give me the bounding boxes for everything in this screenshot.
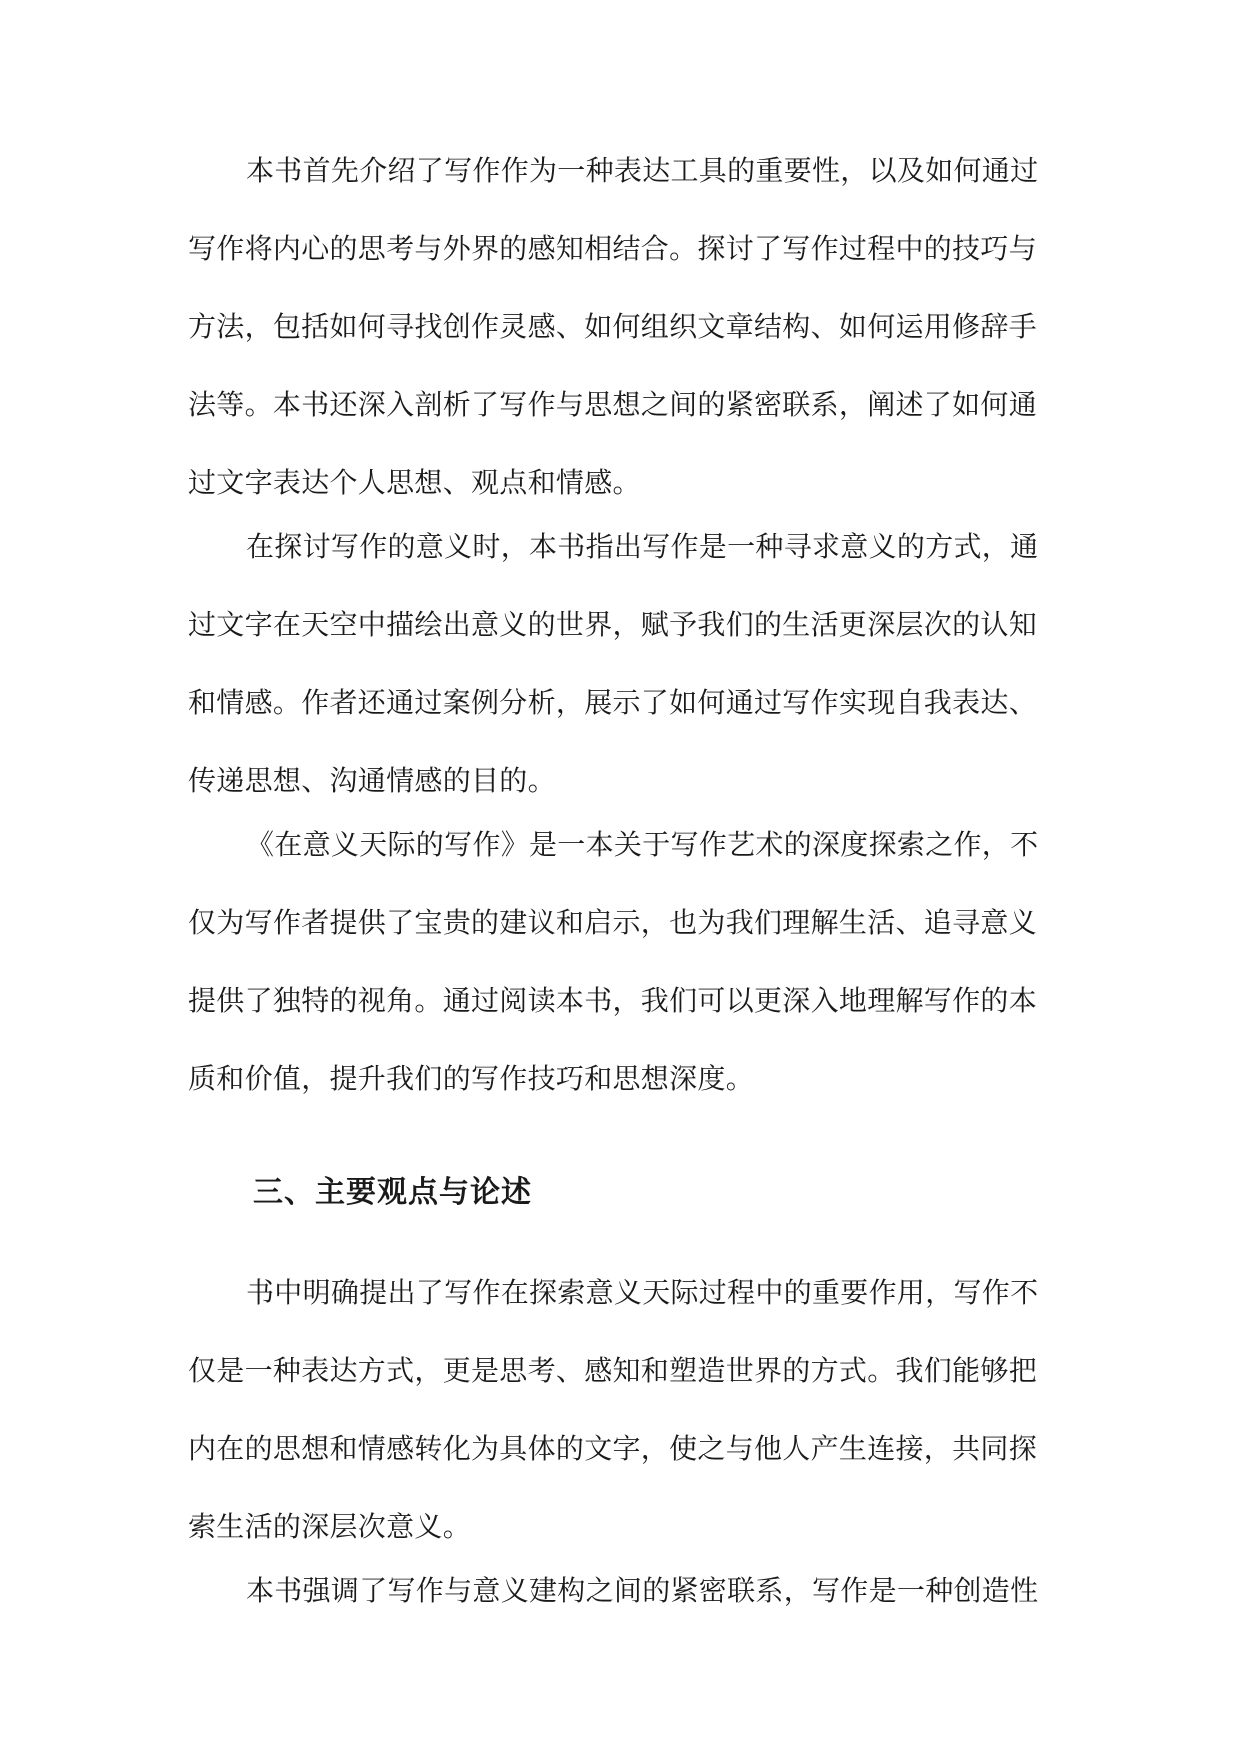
paragraph-line: 仅为写作者提供了宝贵的建议和启示，也为我们理解生活、追寻意义 bbox=[188, 906, 1038, 939]
paragraph-line: 《在意义天际的写作》是一本关于写作艺术的深度探索之作，不 bbox=[246, 828, 1039, 861]
paragraph-line: 质和价值，提升我们的写作技巧和思想深度。 bbox=[188, 1062, 755, 1095]
paragraph-line: 仅是一种表达方式，更是思考、感知和塑造世界的方式。我们能够把 bbox=[188, 1354, 1038, 1387]
paragraph-line: 过文字在天空中描绘出意义的世界，赋予我们的生活更深层次的认知 bbox=[188, 608, 1038, 641]
paragraph-line: 索生活的深层次意义。 bbox=[188, 1510, 472, 1543]
section-heading: 三、主要观点与论述 bbox=[253, 1175, 532, 1210]
paragraph-line: 本书首先介绍了写作作为一种表达工具的重要性，以及如何通过 bbox=[246, 154, 1039, 187]
paragraph-line: 方法，包括如何寻找创作灵感、如何组织文章结构、如何运用修辞手 bbox=[188, 310, 1038, 343]
paragraph-line: 法等。本书还深入剖析了写作与思想之间的紧密联系，阐述了如何通 bbox=[188, 388, 1038, 421]
paragraph-line: 书中明确提出了写作在探索意义天际过程中的重要作用，写作不 bbox=[246, 1276, 1039, 1309]
paragraph-line: 和情感。作者还通过案例分析，展示了如何通过写作实现自我表达、 bbox=[188, 686, 1038, 719]
paragraph-line: 提供了独特的视角。通过阅读本书，我们可以更深入地理解写作的本 bbox=[188, 984, 1038, 1017]
paragraph-line: 传递思想、沟通情感的目的。 bbox=[188, 764, 556, 797]
paragraph-line: 本书强调了写作与意义建构之间的紧密联系，写作是一种创造性 bbox=[246, 1574, 1039, 1607]
paragraph-line: 写作将内心的思考与外界的感知相结合。探讨了写作过程中的技巧与 bbox=[188, 232, 1038, 265]
paragraph-line: 在探讨写作的意义时，本书指出写作是一种寻求意义的方式，通 bbox=[246, 530, 1039, 563]
paragraph-line: 过文字表达个人思想、观点和情感。 bbox=[188, 466, 641, 499]
paragraph-line: 内在的思想和情感转化为具体的文字，使之与他人产生连接，共同探 bbox=[188, 1432, 1038, 1465]
